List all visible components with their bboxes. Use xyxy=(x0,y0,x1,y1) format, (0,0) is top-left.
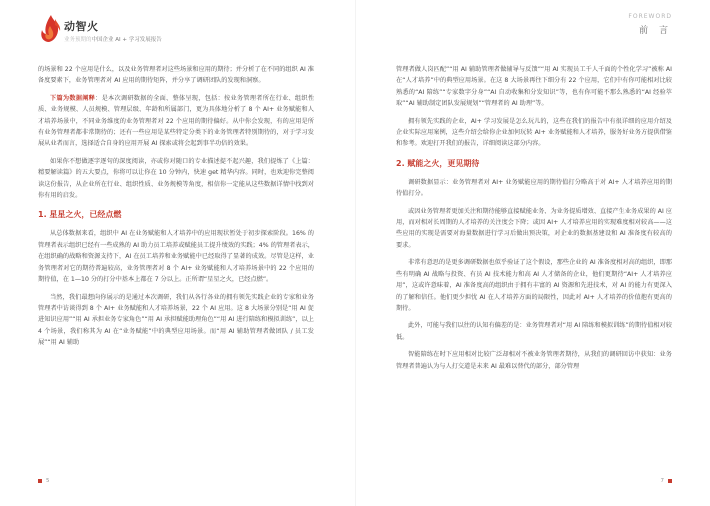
page-gutter xyxy=(355,0,356,506)
paragraph: 从总体数据来看，组织中 AI 在业务赋能和人才培养中的应用现状暂处于初步探索阶段。16% 的管理者表示组织已经有一些成熟的 AI 助力员工培养或赋能员工提升绩效的实践；4% 的管理者表示，在组织确的战略和资源支持下，AI 在员工培养和业务赋能中已经取得了显著的成效。尽管是这样，业务管理者对它的期待普遍较高，业务管理者对 8 个 AI+ 业务赋能和人才培养场景中的 22 个应用的期待值，在 1—10 分的打分中基本上都在 7 分以上。正所谓“星星之火，已经点燃”。 xyxy=(38,230,314,284)
paragraph: 当然，我们最想向你展示的是通过本次调研，我们从各行各业的拥有领先实践企业的专家和业务管理者中访谈得到 8 个 AI+ 业务赋能和人才培养场景，22 个 AI 应用。这 8 大场景分别是“用 AI 促进知识应用”“用 AI 承担业务专家角色”“用 AI 承担赋能助理角色”“用 AI 进行陪练和模拟训练”，以上 4 个场景，我们称其为 AI 在“业务赋能”中的典型应用场景。而“用 AI 辅助管理者做团队 / 员工发展”“用 AI 辅助 xyxy=(38,293,314,347)
paragraph: 拥有领先实践的企业，AI+ 学习发展是怎么玩儿的，这些在我们的报告中有很详细的应用介绍及企业实际应用案例，这些介绍会给你企业加何玩转 AI+ 业务赋能和人才培养，服务好业务方提供借鉴和参考。欢迎打开我们的报告，详细阅读这部分内容。 xyxy=(396,117,672,148)
section-title: 2. 赋能之火，更见期待 xyxy=(396,158,480,168)
paragraph: 调研数据显示：业务管理者对 AI+ 业务赋能应用的期待值打分略高于对 AI+ 人才培养应用的期待值打分。 xyxy=(396,178,672,198)
paragraph: 如果你不想做逐字逐句的深度阅读，亦或你对随口的专业描述提不起兴趣，我们提炼了《上篇：精要解读篇》的五大要点，你将可以让你在 10 分钟内，快速 get 精华内容。同时，也欢迎你完整阅读这份报告，从企业所在行业、组织性质、业务规模等角度，相信你一定能从这些数据详情中找到对你有用的启发。 xyxy=(38,157,314,200)
paragraph-text: ：是本次调研数据的全面、整体呈现，包括：按业务管理者所在行业、组织性质、业务规模、人员规模、管理层级、年龄和所属部门，更为具体地分析了 8 个 AI+ 业务赋能和人才培养场景中，不同业务维度的业务管理者对 22 个应用的期待偏好。从中你会发现，有的应用是所有业务管理者都非常期待的；还有一些应用是某些特定分类下的业务管理者特别期待的，对于学习发展从业者而言，选择适合自身的应用开展 AI 探索或将会起到事半功倍的效果。 xyxy=(38,94,315,148)
lead-label: 下篇为数据阐释 xyxy=(50,94,96,102)
report-subtitle-title: 中国企业 AI + 学习发展报告 xyxy=(91,37,162,43)
flame-logo-icon xyxy=(38,14,64,44)
section-heading-zh: 前 言 xyxy=(639,26,672,36)
page-number: 7 xyxy=(660,478,664,484)
section-title: 1. 星星之火，已经点燃 xyxy=(38,210,122,220)
paragraph xyxy=(38,93,314,150)
paragraph: 管理者做人岗匹配”“用 AI 辅助管理者做辅导与反馈”“用 AI 实现员工千人千面的个性化学习”被称 AI 在“人才培养”中的典型应用场景。在这 8 大场景再往下细分有 22 个应用，它们中有你可能相对比较熟悉的“AI 陪练”“专家数字分身”“AI 自动收集和分发知识”等，也有你可能不那么熟悉的“AI 经验萃取”“AI 辅助制定团队发展规划”“管理者的 AI 助理”等。 xyxy=(396,66,672,108)
report-subtitle xyxy=(64,35,162,43)
section-heading-en: FOREWORD xyxy=(628,13,672,20)
brand-logo xyxy=(38,14,162,48)
paragraph: 非常有意思的是更多调研数据也似乎验证了这个假设，那些企业的 AI 准备度相对高的组织，即那些有明确 AI 战略与投资、有员 AI 技术能力和高 AI 人才储备的企业，他们更期待“AI+ 人才培养应用”，这或许意味着，AI 准备度高的组织由于拥有丰富的 AI 资源和先进技术，对 AI 的能力有更深入的了解和信任。他们更少担忧 AI 在人才培养方面的局限性，因此对 AI+ 人才培养的价值抱有更高的期待。 xyxy=(396,259,672,312)
right-page-footer xyxy=(661,478,673,484)
right-page-body xyxy=(396,64,672,378)
footer-marker-icon xyxy=(38,479,42,483)
brand-name: 动智火 xyxy=(64,20,99,33)
report-subtitle-prefix: 业务预期的 xyxy=(64,37,92,43)
left-page-body xyxy=(38,64,314,355)
paragraph: 此外，可能与我们以往的认知有偏差的是：业务管理者对“用 AI 陪练和模拟训练”的期待值相对较低。 xyxy=(396,322,672,341)
section-heading xyxy=(628,13,672,36)
footer-marker-icon xyxy=(668,479,672,483)
paragraph: 的场景和 22 个应用是什么，以及业务管理者对这些场景和应用的期待；并分析了在不同的组织 AI 准备度要素下，业务管理者对 AI 应用的期待矩阵，并分享了调研团队的发现和洞察。 xyxy=(38,66,314,85)
paragraph: 智能陪练在时下应用相对比较广泛却相对不被业务管理者期待，从我们的调研回访中获知：业务管理者普遍认为与人打交道是未来 AI 最难以替代的部分，部分管理 xyxy=(396,351,672,370)
left-page-footer xyxy=(38,478,50,484)
paragraph: 或因业务管理者更加关注和期待能够直接赋能业务、为业务提质增效、直接产生业务成果的 AI 应用，而对相对长周期的人才培养的关注度会下降；或因 AI+ 人才培养应用的实现难度相对较高——这些应用的实现是需要对海量数据进行学习后做出预决策，对企业的数据基建设和 AI 准备度有较高的要求。 xyxy=(396,207,672,249)
page-number: 5 xyxy=(46,478,50,484)
